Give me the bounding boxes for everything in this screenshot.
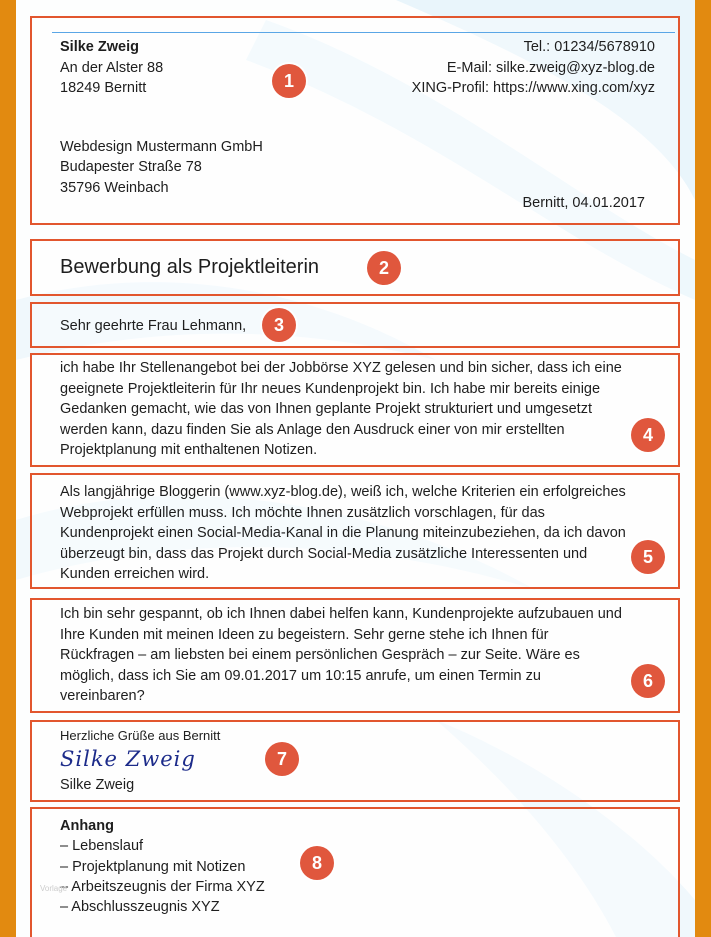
sender-email: E-Mail: silke.zweig@xyz-blog.de: [446, 60, 655, 76]
attachment-item: – Projektplanung mit Notizen: [60, 859, 246, 875]
badge-4: 4: [631, 418, 665, 452]
badge-5: 5: [631, 540, 665, 574]
recipient-city: 35796 Weinbach: [60, 180, 169, 196]
badge-2: 2: [367, 251, 401, 285]
badge-6: 6: [631, 664, 665, 698]
badge-7: 7: [265, 742, 299, 776]
salutation: Sehr geehrte Frau Lehmann,: [60, 318, 247, 334]
handwritten-signature: Silke Zweig: [60, 747, 196, 771]
badge-8: 8: [300, 846, 334, 880]
attachment-item: – Arbeitszeugnis der Firma XYZ: [60, 879, 265, 895]
sender-city: 18249 Bernitt: [60, 80, 147, 96]
recipient-company: Webdesign Mustermann GmbH: [60, 139, 263, 155]
badge-1: 1: [272, 64, 306, 98]
sender-phone: Tel.: 01234/5678910: [523, 39, 655, 55]
subject-line: Bewerbung als Projektleiterin: [60, 256, 320, 278]
letter-page: [16, 0, 695, 937]
attachment-item: – Abschlusszeugnis XYZ: [60, 899, 220, 915]
badge-3: 3: [262, 308, 296, 342]
sender-xing: XING-Profil: https://www.xing.com/xyz: [411, 80, 655, 96]
recipient-street: Budapester Straße 78: [60, 159, 202, 175]
paragraph-2: Als langjährige Bloggerin (www.xyz-blog.de), weiß ich, welche Kriterien ein erfolgreiches Webprojekt erfüllen muss. Ich möchte Ihnen zusätzlich vorschlagen, für das Kundenprojekt einen Social-Media-Kanal in die Planung miteinzubeziehen, da ich davon überzeugt bin, dass das Projekt durch Social-Media zusätzliche Interessenten und Kunden erreichen wird.: [60, 484, 626, 583]
closing-greeting: Herzliche Grüße aus Bernitt: [60, 728, 221, 743]
closing-name: Silke Zweig: [60, 777, 135, 793]
sender-street: An der Alster 88: [60, 60, 164, 76]
attachment-item: – Lebenslauf: [60, 838, 144, 854]
sender-name: Silke Zweig: [60, 39, 139, 55]
paragraph-3: Ich bin sehr gespannt, ob ich Ihnen dabei helfen kann, Kundenprojekte aufzubauen und Ihre Kunden mit meinen Ideen zu begeistern. Sehr gerne stehe ich Ihnen für Rückfragen – am liebsten bei einem persönlichen Gespräch – zur Seite. Wäre es möglich, dass ich Sie am 09.01.2017 um 10:15 anrufe, um einen Termin zu vereinbaren?: [60, 606, 622, 705]
attachments-heading: Anhang: [60, 818, 114, 834]
watermark: Vorlage: [40, 884, 68, 893]
paragraph-1: ich habe Ihr Stellenangebot bei der Jobbörse XYZ gelesen und bin sicher, dass ich eine geeignete Projektleiterin für Ihr neues Kundenprojekt bin. Ich habe mir bereits einige Gedanken gemacht, wie das von Ihnen geplante Projekt strukturiert und umgesetzt werden kann, dazu finden Sie als Anlage den Ausdruck einer von mir erstellten Projektplanung mit enthaltenen Notizen.: [60, 360, 622, 459]
date-line: Bernitt, 04.01.2017: [522, 195, 645, 211]
top-rule: [52, 32, 675, 33]
